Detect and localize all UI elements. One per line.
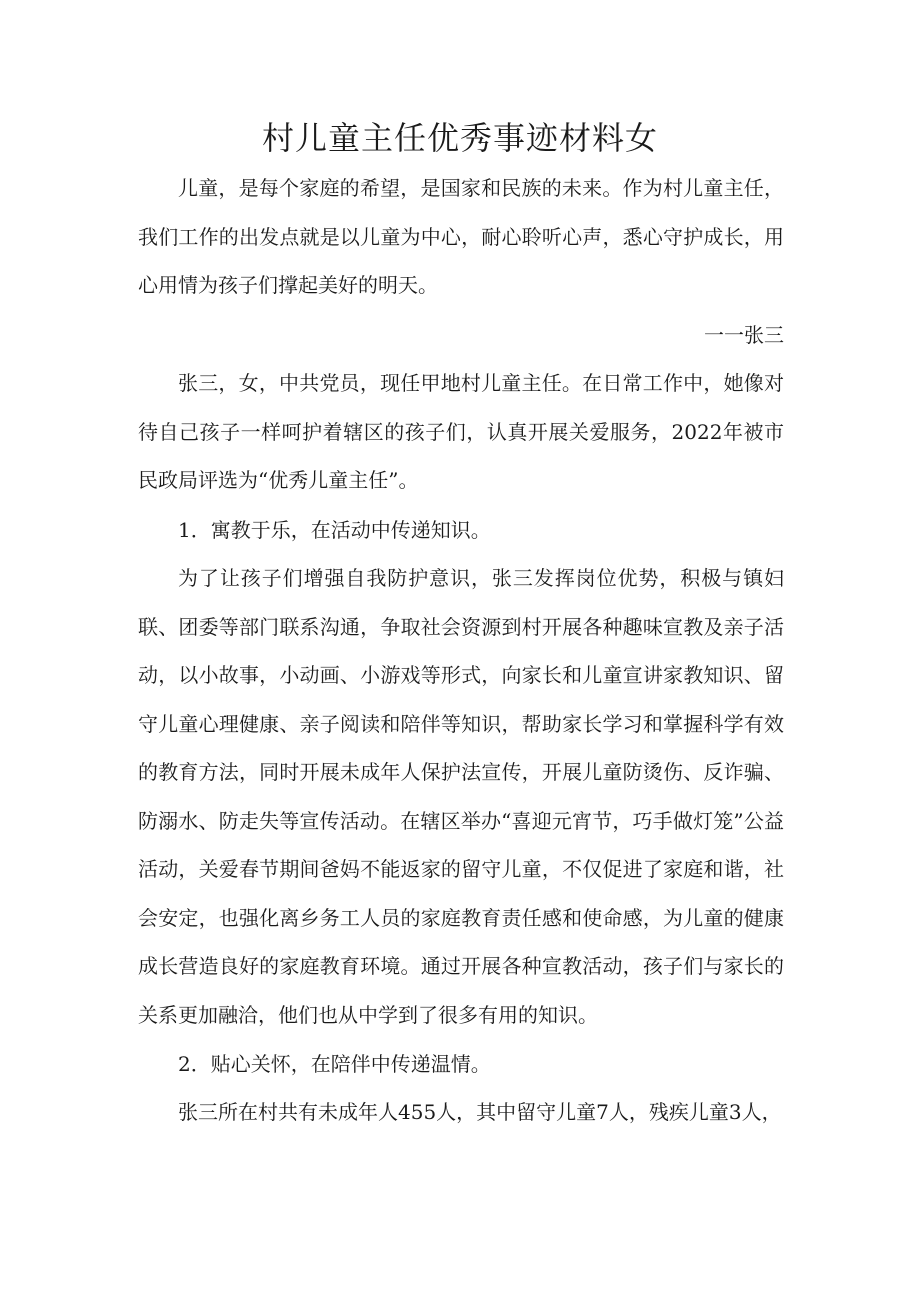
section-2-body: 张三所在村共有未成年人455人，其中留守儿童7人，残疾儿童3人，: [178, 1100, 782, 1124]
bio-paragraph: 张三，女，中共党员，现任甲地村儿童主任。在日常工作中，她像对待自己孩子一样呵护着辖区的孩子们，认真开展关爱服务，2022年被市民政局评选为“优秀儿童主任”。: [138, 371, 784, 492]
section-1-body: 为了让孩子们增强自我防护意识，张三发挥岗位优势，积极与镇妇联、团委等部门联系沟通，争取社会资源到村开展各种趣味宣教及亲子活动，以小故事，小动画、小游戏等形式，向家长和儿童宣讲家教知识、留守儿童心理健康、亲子阅读和陪伴等知识，帮助家长学习和掌握科学有效的教育方法，同时开展未成年人保护法宣传，开展儿童防烫伤、反诈骗、防溺水、防走失等宣传活动。在辖区举办“喜迎元宵节，巧手做灯笼”公益活动，关爱春节期间爸妈不能返家的留守儿童，不仅促进了家庭和谐，社会安定，也强化离乡务工人员的家庭教育责任感和使命感，为儿童的健康成长营造良好的家庭教育环境。通过开展各种宣教活动，孩子们与家长的关系更加融洽，他们也从中学到了很多有用的知识。: [138, 566, 784, 1027]
signature-line: 一一张三: [704, 323, 784, 347]
intro-paragraph: 儿童，是每个家庭的希望，是国家和民族的未来。作为村儿童主任，我们工作的出发点就是以儿童为中心，耐心聆听心声，悉心守护成长，用心用情为孩子们撑起美好的明天。: [138, 176, 784, 297]
section-2-heading: 2．贴心关怀，在陪伴中传递温情。: [178, 1052, 491, 1076]
document-title: 村儿童主任优秀事迹材料女: [261, 119, 658, 157]
section-1-heading: 1．寓教于乐，在活动中传递知识。: [178, 518, 491, 542]
